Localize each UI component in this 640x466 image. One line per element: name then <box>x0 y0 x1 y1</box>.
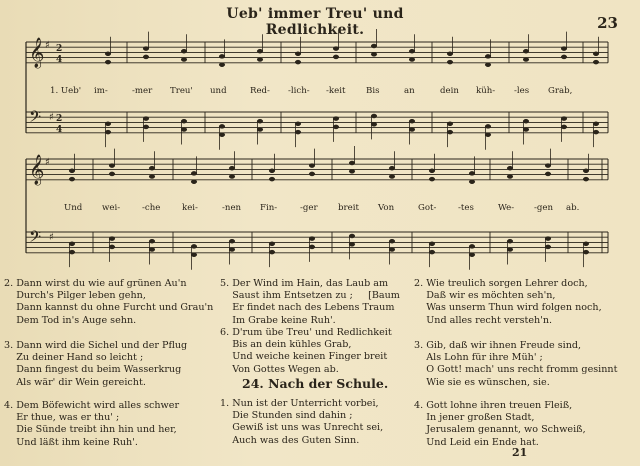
note-head <box>485 54 491 58</box>
lyric-syllable: Bis <box>366 86 380 96</box>
note-head <box>583 169 589 173</box>
page-number: 23 <box>597 14 618 32</box>
note-head <box>257 58 263 62</box>
note-head <box>561 47 567 51</box>
note-head <box>109 164 115 168</box>
lyric-syllable: -tes <box>458 203 474 213</box>
note-head <box>229 239 235 243</box>
lyric-syllable: Got- <box>418 203 437 213</box>
note-head <box>545 164 551 168</box>
note-head <box>545 172 551 176</box>
lyric-syllable: Und <box>64 203 83 213</box>
note-head <box>583 242 589 246</box>
note-head <box>469 171 475 175</box>
lyric-syllable: an <box>404 86 415 96</box>
note-head <box>447 60 453 64</box>
note-head <box>105 130 111 134</box>
note-head <box>409 49 415 53</box>
note-head <box>469 180 475 184</box>
note-head <box>143 47 149 51</box>
note-head <box>333 117 339 121</box>
hymn-title: Ueb' immer Treu' und Redlichkeit. <box>226 6 404 38</box>
note-head <box>469 244 475 248</box>
note-head <box>229 175 235 179</box>
note-head <box>309 164 315 168</box>
note-head <box>371 122 377 126</box>
time-signature: 2 <box>56 114 63 124</box>
lyric-syllable: Fin- <box>260 203 278 213</box>
lyric-syllable: -keit <box>326 86 346 96</box>
note-head <box>561 125 567 129</box>
note-head <box>389 239 395 243</box>
lyric-syllable: dein <box>440 86 459 96</box>
note-head <box>105 122 111 126</box>
note-head <box>561 55 567 59</box>
time-signature: 4 <box>56 125 63 135</box>
note-head <box>593 122 599 126</box>
note-head <box>191 171 197 175</box>
verse-4: 4. Dem Böfewicht wird alles schwer Er thue, was er thu' ; Die Sünde treibt ihn hin und her, Und läßt ihm keine Ruh'. <box>4 400 180 448</box>
lyric-syllable: ab. <box>566 203 580 213</box>
lyric-syllable: im- <box>94 86 108 96</box>
note-head <box>371 44 377 48</box>
sharp-icon: ♯ <box>49 232 54 243</box>
note-head <box>583 250 589 254</box>
note-head <box>295 122 301 126</box>
treble-clef-icon: 𝄞 <box>29 38 45 68</box>
note-head <box>269 242 275 246</box>
note-head <box>485 124 491 128</box>
sharp-icon: ♯ <box>49 112 54 123</box>
lyric-syllable: küh- <box>476 86 496 96</box>
note-head <box>295 130 301 134</box>
bass-clef-icon: 𝄢 <box>29 228 42 250</box>
note-head <box>149 175 155 179</box>
note-head <box>181 49 187 53</box>
note-head <box>109 245 115 249</box>
lyric-syllable: -nen <box>222 203 242 213</box>
note-head <box>485 133 491 137</box>
lyric-syllable: -les <box>514 86 530 96</box>
note-head <box>229 166 235 170</box>
note-head <box>429 169 435 173</box>
note-head <box>219 124 225 128</box>
note-head <box>429 242 435 246</box>
note-head <box>295 60 301 64</box>
note-head <box>507 248 513 252</box>
note-head <box>69 242 75 246</box>
note-head <box>545 245 551 249</box>
note-head <box>269 250 275 254</box>
lyric-syllable: kei- <box>182 203 198 213</box>
lyric-syllable: -ger <box>300 203 318 213</box>
note-head <box>191 244 197 248</box>
note-head <box>593 52 599 56</box>
note-head <box>149 239 155 243</box>
note-head <box>593 130 599 134</box>
lyric-syllable: und <box>210 86 227 96</box>
note-head <box>219 133 225 137</box>
note-head <box>507 166 513 170</box>
lyric-syllable: -gen <box>534 203 554 213</box>
note-head <box>469 253 475 257</box>
verse-6: 6. D'rum übe Treu' und Redlichkeit Bis an dein kühles Grab, Und weiche keinen Finger breit Von Gottes Wegen ab. <box>220 327 392 375</box>
section-verse-2: 2. Wie treulich sorgen Lehrer doch, Daß wir es möchten seh'n, Was unserm Thun wird folgen noch, Und alles recht versteh'n. <box>414 278 602 326</box>
note-head <box>257 49 263 53</box>
lyric-syllable: Von <box>378 203 395 213</box>
lyric-syllable: -che <box>142 203 161 213</box>
note-head <box>181 119 187 123</box>
note-head <box>429 250 435 254</box>
note-head <box>333 55 339 59</box>
note-head <box>371 52 377 56</box>
note-head <box>109 237 115 241</box>
note-head <box>269 169 275 173</box>
lyric-syllable: -lich- <box>288 86 310 96</box>
note-head <box>191 180 197 184</box>
note-head <box>309 237 315 241</box>
note-head <box>143 125 149 129</box>
lyric-syllable: -mer <box>132 86 153 96</box>
note-head <box>561 117 567 121</box>
note-head <box>389 248 395 252</box>
lyric-syllable: breit <box>338 203 359 213</box>
note-head <box>507 239 513 243</box>
note-head <box>523 119 529 123</box>
time-signature: 4 <box>56 55 63 65</box>
note-head <box>389 175 395 179</box>
sharp-icon: ♯ <box>45 157 50 168</box>
note-head <box>229 248 235 252</box>
note-head <box>523 128 529 132</box>
lyric-syllable: Grab, <box>548 86 573 96</box>
note-head <box>219 63 225 67</box>
note-head <box>485 63 491 67</box>
verse-3: 3. Dann wird die Sichel und der Pflug Zu deiner Hand so leicht ; Dann fingest du beim Wasserkrug Als wär' dir Wein gereicht. <box>4 340 188 388</box>
note-head <box>349 234 355 238</box>
lyric-syllable: 1. Ueb' <box>50 86 82 96</box>
note-head <box>143 55 149 59</box>
section-verse-1: 1. Nun ist der Unterricht vorbei, Die Stunden sind dahin ; Gewiß ist uns was Unrecht sei, Auch was des Guten Sinn. <box>220 398 384 446</box>
note-head <box>269 177 275 181</box>
lyric-syllable: Red- <box>250 86 270 96</box>
note-head <box>219 54 225 58</box>
note-head <box>69 177 75 181</box>
lyric-syllable: wei- <box>102 203 121 213</box>
section-verse-3: 3. Gib, daß wir ihnen Freude sind, Als Lohn für ihre Müh' ; O Gott! mach' uns recht fromm gesinnt Wie sie es wünschen, sie. <box>414 340 618 388</box>
note-head <box>191 253 197 257</box>
note-head <box>149 166 155 170</box>
note-head <box>105 52 111 56</box>
note-head <box>333 47 339 51</box>
note-head <box>69 169 75 173</box>
note-head <box>523 49 529 53</box>
note-head <box>371 114 377 118</box>
note-head <box>447 52 453 56</box>
note-head <box>309 172 315 176</box>
note-head <box>257 128 263 132</box>
note-head <box>583 177 589 181</box>
note-head <box>333 125 339 129</box>
verse-2: 2. Dann wirst du wie auf grünen Au'n Durch's Pilger leben gehn, Dann kannst du ohne Furcht und Grau'n Dem Tod in's Auge sehn. <box>4 278 214 326</box>
note-head <box>295 52 301 56</box>
note-head <box>349 242 355 246</box>
note-head <box>109 172 115 176</box>
note-head <box>149 248 155 252</box>
note-head <box>447 122 453 126</box>
note-head <box>523 58 529 62</box>
note-head <box>409 119 415 123</box>
note-head <box>349 161 355 165</box>
note-head <box>181 58 187 62</box>
note-head <box>143 117 149 121</box>
lyric-syllable: Treu' <box>170 86 193 96</box>
note-head <box>409 58 415 62</box>
sharp-icon: ♯ <box>45 40 50 51</box>
bass-clef-icon: 𝄢 <box>29 108 42 130</box>
note-head <box>545 237 551 241</box>
verse-5: 5. Der Wind im Hain, das Laub am Saust ihm Entsetzen zu ; [Baum Er findet nach des Lebens Traum Im Grabe keine Ruh'. <box>220 278 400 326</box>
section-title: 24. Nach der Schule. <box>242 376 389 391</box>
treble-clef-icon: 𝄞 <box>29 155 45 185</box>
section-verse-4: 4. Gott lohne ihren treuen Fleiß, In jener großen Stadt, Jerusalem genannt, wo Schweiß, Und Leid ein Ende hat. <box>414 400 586 448</box>
note-head <box>349 169 355 173</box>
note-head <box>389 166 395 170</box>
lyric-syllable: We- <box>498 203 515 213</box>
note-head <box>309 245 315 249</box>
note-head <box>105 60 111 64</box>
note-head <box>429 177 435 181</box>
note-head <box>447 130 453 134</box>
note-head <box>507 175 513 179</box>
note-head <box>257 119 263 123</box>
time-signature: 2 <box>56 44 63 54</box>
note-head <box>593 60 599 64</box>
note-head <box>409 128 415 132</box>
footer-page-number: 21 <box>512 446 528 459</box>
note-head <box>69 250 75 254</box>
note-head <box>181 128 187 132</box>
